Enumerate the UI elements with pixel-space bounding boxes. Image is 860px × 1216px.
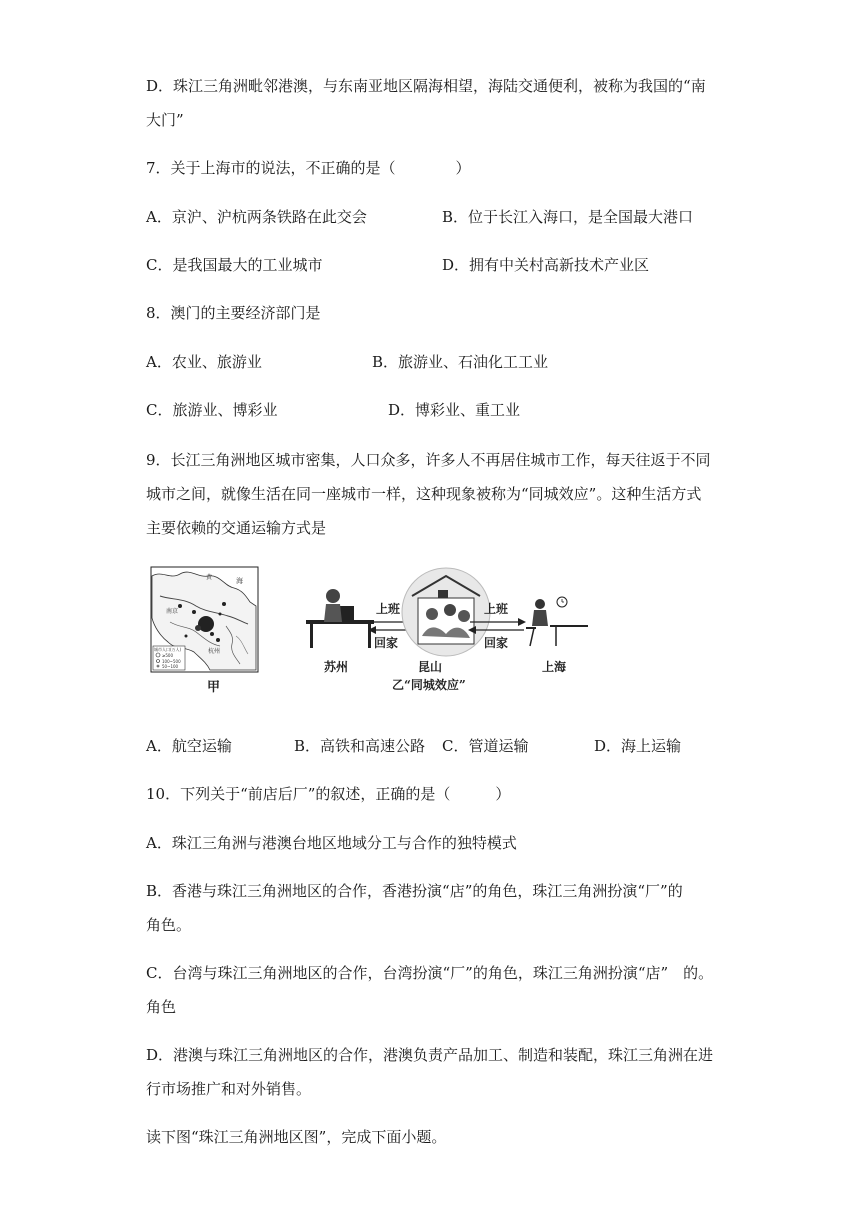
q9-option-d[interactable]: D．海上运输 xyxy=(594,737,682,755)
q10-option-d-line2[interactable]: 行市场推广和对外销售。 xyxy=(146,1080,312,1098)
legend-item-3: 50~100 xyxy=(162,664,179,669)
q9-stem-line2: 城市之间，就像生活在同一座城市一样，这种现象被称为“同城效应”。这种生活方式 xyxy=(146,485,702,503)
q10-option-b-line1[interactable]: B．香港与珠江三角洲地区的合作，香港扮演“店”的角色，珠江三角洲扮演“厂”的 xyxy=(146,882,683,900)
q10-option-c-line1[interactable]: C．台湾与珠江三角洲地区的合作，台湾扮演“厂”的角色，珠江三角洲扮演“店” 的。 xyxy=(146,964,714,982)
q8-option-a[interactable]: A．农业、旅游业 xyxy=(146,353,262,371)
q8-option-b[interactable]: B．旅游业、石油化工工业 xyxy=(372,353,549,371)
q7-option-d[interactable]: D．拥有中关村高新技术产业区 xyxy=(442,256,650,274)
label-home-left: 回家 xyxy=(374,636,399,650)
q9-option-b[interactable]: B．高铁和高速公路 xyxy=(294,737,426,755)
figure-yi-caption: 乙“同城效应” xyxy=(392,678,466,692)
q7-stem: 7．关于上海市的说法，不正确的是（ ） xyxy=(146,159,471,177)
legend-title: 城市人口(万人) xyxy=(154,647,182,652)
legend-item-2: 100~500 xyxy=(162,659,181,664)
q7-option-c[interactable]: C．是我国最大的工业城市 xyxy=(146,256,323,274)
q10-option-d-line1[interactable]: D．港澳与珠江三角洲地区的合作，港澳负责产品加工、制造和装配，珠江三角洲在进 xyxy=(146,1046,714,1064)
label-go-right: 上班 xyxy=(484,602,509,616)
map-label-sea: 海 xyxy=(236,577,243,585)
q6-option-d-line1: D．珠江三角洲毗邻港澳，与东南亚地区隔海相望，海陆交通便利，被称为我国的“南 xyxy=(146,77,706,95)
q9-option-c[interactable]: C．管道运输 xyxy=(442,737,529,755)
city-suzhou: 苏州 xyxy=(324,660,349,674)
q6-option-d-line2: 大门” xyxy=(146,111,184,129)
q9-stem-line3: 主要依赖的交通运输方式是 xyxy=(146,519,327,537)
q8-stem: 8．澳门的主要经济部门是 xyxy=(146,304,321,322)
label-go-left: 上班 xyxy=(376,602,401,616)
figure-jia-label: 甲 xyxy=(207,680,221,695)
label-home-right: 回家 xyxy=(484,636,509,650)
commute-illustration xyxy=(300,556,590,696)
map-label-hangzhou: 杭州 xyxy=(208,648,221,655)
map-label-top: 黄 xyxy=(206,574,213,581)
q9-stem-line1: 9．长江三角洲地区城市密集，人口众多，许多人不再居住城市工作，每天往返于不同 xyxy=(146,451,711,469)
q8-option-c[interactable]: C．旅游业、博彩业 xyxy=(146,401,278,419)
q8-option-d[interactable]: D．博彩业、重工业 xyxy=(388,401,521,419)
q7-option-b[interactable]: B．位于长江入海口，是全国最大港口 xyxy=(442,208,694,226)
city-kunshan: 昆山 xyxy=(418,660,443,674)
city-shanghai: 上海 xyxy=(542,660,567,674)
map-label-nanjing: 南京 xyxy=(166,608,179,615)
figure-jia-map xyxy=(150,566,260,678)
q9-option-a[interactable]: A．航空运输 xyxy=(146,737,232,755)
q10-option-b-line2[interactable]: 角色。 xyxy=(146,916,192,934)
q10-option-c-line2[interactable]: 角色 xyxy=(146,998,177,1016)
figure-yi-illustration xyxy=(300,556,590,696)
legend-item-1: ≥500 xyxy=(162,653,173,658)
q10-option-a[interactable]: A．珠江三角洲与港澳台地区地域分工与合作的独特模式 xyxy=(146,834,517,852)
q7-option-a[interactable]: A．京沪、沪杭两条铁路在此交会 xyxy=(146,208,367,226)
reading-instruction: 读下图“珠江三角洲地区图”，完成下面小题。 xyxy=(146,1128,447,1146)
q10-stem: 10．下列关于“前店后厂”的叙述，正确的是（ ） xyxy=(146,785,511,803)
